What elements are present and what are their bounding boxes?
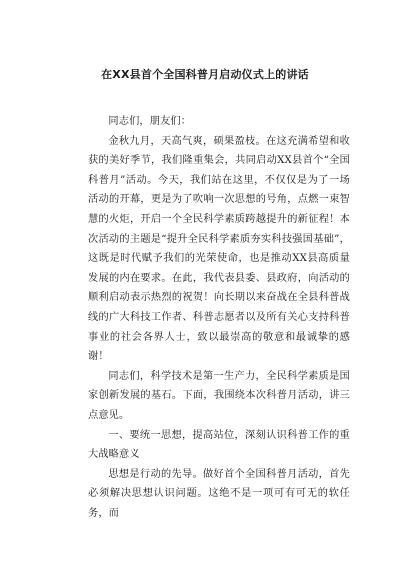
transition-paragraph: 同志们，科学技术是第一生产力，全民科学素质是国家创新发展的基石。下面，我围绕本次科普月活动，讲三点意见。 [88,370,350,421]
document-body [88,112,350,523]
opening-paragraph: 金秋九月，天高气爽，硕果盈枝。在这充满希望和收获的美好季节，我们隆重集会，共同启动XX县首个“全国科普月”活动。今天，我们站在这里，不仅仅是为了一场活动的开幕，更是为了吹响一次思想的号角，点燃一束智慧的火炬，开启一个全民科学素质跨越提升的新征程！本次活动的主题是“提升全民科学素质夯实科技强国基础”，这既是时代赋予我们的光荣使命，也是推动XX县高质量发展的内在要求。在此，我代表县委、县政府，向活动的顺利启动表示热烈的祝贺！向长期以来奋战在全县科普战线的广大科技工作者、科普志愿者以及所有关心支持科普事业的社会各界人士，致以最崇高的敬意和最诚挚的感谢！ [88,135,350,363]
section-heading: 一、要统一思想，提高站位，深刻认识科普工作的重大战略意义 [88,429,350,461]
document-title: 在XX县首个全国科普月启动仪式上的讲话 [101,68,309,81]
section-paragraph: 思想是行动的先导。做好首个全国科普月活动，首先必须解决思想认识问题。这绝不是一项可有可无的软任务，而 [88,468,350,519]
salutation-paragraph: 同志们，朋友们： [108,116,192,127]
